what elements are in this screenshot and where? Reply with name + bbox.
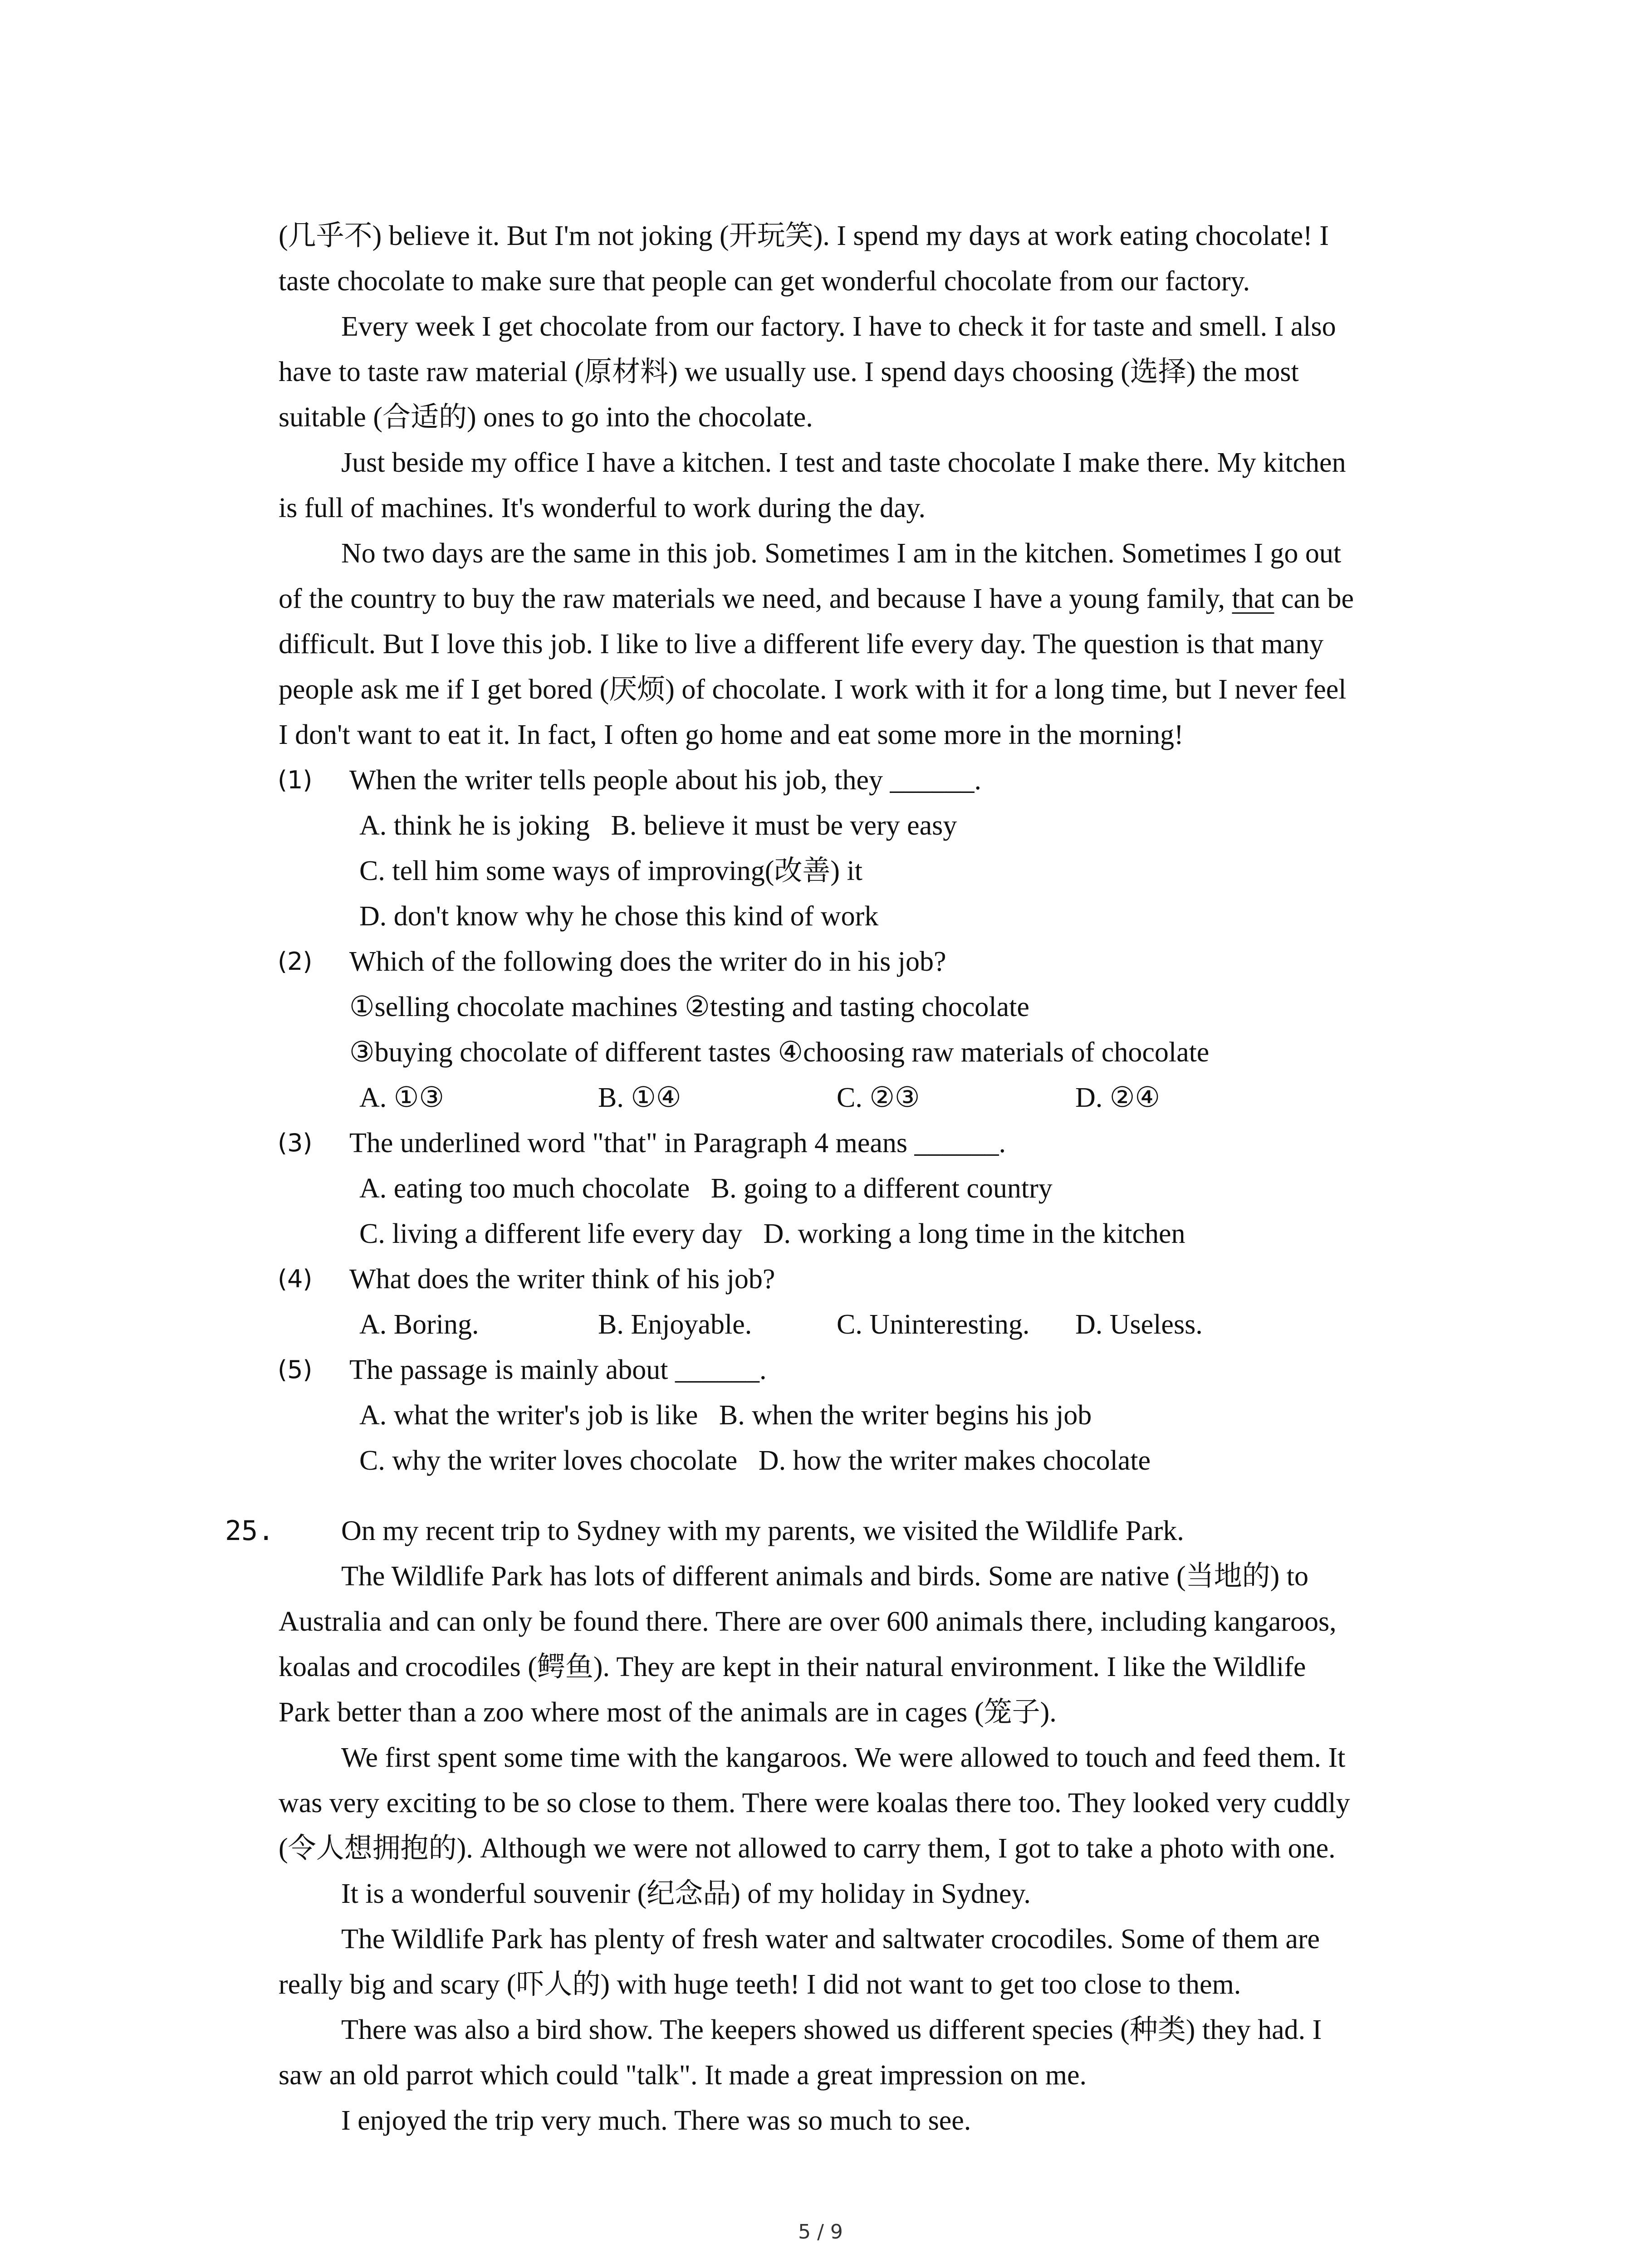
passage-line: koalas and crocodiles (鳄鱼). They are kept in their natural environment. I like the Wildlife: [279, 1652, 1306, 1682]
passage-line: difficult. But I love this job. I like to live a different life every day. The question is that many: [279, 629, 1324, 660]
passage-line: (令人想拥抱的). Although we were not allowed to carry them, I got to take a photo with one.: [279, 1833, 1336, 1864]
passage-line: Park better than a zoo where most of the animals are in cages (笼子).: [279, 1697, 1057, 1728]
passage-line: people ask me if I get bored (厌烦) of chocolate. I work with it for a long time, but I never feel: [279, 674, 1347, 705]
passage-line: There was also a bird show. The keepers showed us different species (种类) they had. I: [341, 2014, 1322, 2045]
question-option: C. Uninteresting.: [837, 1309, 1030, 1340]
passage-line: No two days are the same in this job. Sometimes I am in the kitchen. Sometimes I go out: [341, 538, 1342, 569]
passage-line: I enjoyed the trip very much. There was so much to see.: [341, 2105, 971, 2136]
question-text: What does the writer think of his job?: [349, 1264, 775, 1295]
question-option: A. ①③: [359, 1082, 444, 1113]
item-number: 25.: [225, 1515, 274, 1547]
question-option: B. ①④: [598, 1082, 681, 1113]
passage-line: is full of machines. It's wonderful to work during the day.: [279, 493, 926, 523]
question-option: C. tell him some ways of improving(改善) it: [359, 855, 863, 886]
question-option: C. why the writer loves chocolate D. how the writer makes chocolate: [359, 1445, 1151, 1476]
page-number: 5 / 9: [798, 2220, 843, 2244]
question-option: D. don't know why he chose this kind of work: [359, 901, 879, 932]
question-option: A. what the writer's job is like B. when the writer begins his job: [359, 1400, 1092, 1431]
passage-line: Every week I get chocolate from our factory. I have to check it for taste and smell. I also: [341, 311, 1336, 342]
question-option: D. Useless.: [1075, 1309, 1203, 1340]
passage-line: Australia and can only be found there. There are over 600 animals there, including kangaroos,: [279, 1606, 1337, 1637]
question-text: The underlined word "that" in Paragraph 4 means ______.: [349, 1128, 1006, 1158]
passage-line: Just beside my office I have a kitchen. I test and taste chocolate I make there. My kitchen: [341, 447, 1346, 478]
question-option: C. ②③: [837, 1082, 920, 1113]
question-text: The passage is mainly about ______.: [349, 1354, 767, 1385]
question-text: Which of the following does the writer do in his job?: [349, 946, 946, 977]
passage-line: saw an old parrot which could "talk". It made a great impression on me.: [279, 2060, 1087, 2091]
question-option: A. eating too much chocolate B. going to a different country: [359, 1173, 1053, 1204]
question-number: (4): [278, 1265, 313, 1293]
passage-line: of the country to buy the raw materials we need, and because I have a young family, that can be: [279, 583, 1354, 614]
question-sub-item: ③buying chocolate of different tastes ④choosing raw materials of chocolate: [349, 1037, 1210, 1068]
question-option: B. Enjoyable.: [598, 1309, 752, 1340]
passage-line: We first spent some time with the kangaroos. We were allowed to touch and feed them. It: [341, 1742, 1346, 1773]
question-option: D. ②④: [1075, 1082, 1160, 1113]
passage-line: It is a wonderful souvenir (纪念品) of my holiday in Sydney.: [341, 1878, 1031, 1909]
question-sub-item: ①selling chocolate machines ②testing and tasting chocolate: [349, 992, 1029, 1022]
passage-line: really big and scary (吓人的) with huge teeth! I did not want to get too close to them.: [279, 1969, 1241, 2000]
passage-line: taste chocolate to make sure that people can get wonderful chocolate from our factory.: [279, 266, 1250, 297]
passage-line: (几乎不) believe it. But I'm not joking (开玩笑). I spend my days at work eating chocolate! I: [279, 220, 1329, 251]
question-number: (5): [278, 1355, 313, 1384]
passage-line: have to taste raw material (原材料) we usually use. I spend days choosing (选择) the most: [279, 357, 1299, 387]
underlined-word: that: [1232, 583, 1274, 614]
question-number: (1): [278, 766, 313, 794]
question-option: A. think he is joking B. believe it must be very easy: [359, 810, 957, 841]
passage-line: I don't want to eat it. In fact, I often go home and eat some more in the morning!: [279, 719, 1184, 750]
question-number: (3): [278, 1129, 313, 1157]
question-option: A. Boring.: [359, 1309, 479, 1340]
question-number: (2): [278, 947, 313, 976]
passage-line: On my recent trip to Sydney with my parents, we visited the Wildlife Park.: [341, 1515, 1184, 1546]
question-text: When the writer tells people about his job, they ______.: [349, 765, 981, 796]
question-option: C. living a different life every day D. working a long time in the kitchen: [359, 1218, 1185, 1249]
passage-line: was very exciting to be so close to them. There were koalas there too. They looked very cuddly: [279, 1788, 1350, 1818]
passage-line: suitable (合适的) ones to go into the chocolate.: [279, 402, 813, 433]
passage-line: The Wildlife Park has lots of different animals and birds. Some are native (当地的) to: [341, 1561, 1308, 1592]
passage-line: The Wildlife Park has plenty of fresh water and saltwater crocodiles. Some of them are: [341, 1924, 1320, 1955]
